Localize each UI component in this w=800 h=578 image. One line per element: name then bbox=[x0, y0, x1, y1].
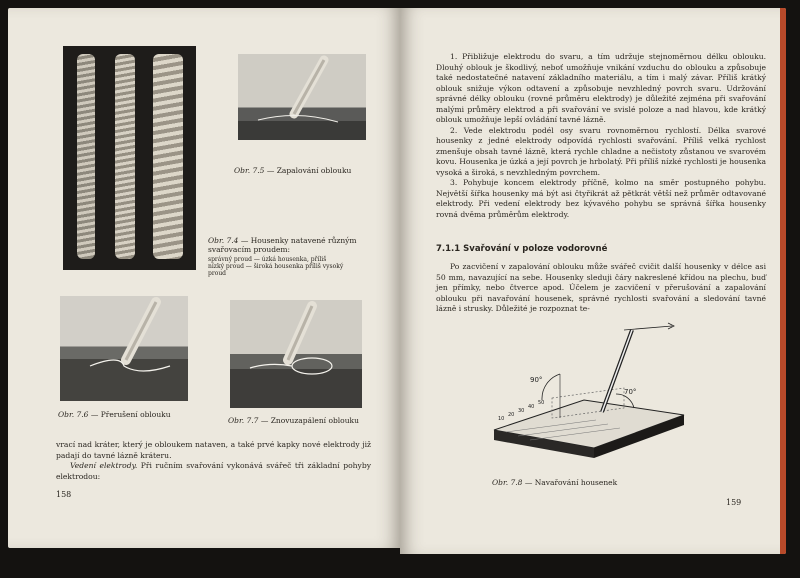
arc-interruption-drawing bbox=[60, 296, 188, 401]
paragraph-text: Při ručním svařování vykonává svářeč tři základní pohyby elektrodou: bbox=[56, 461, 371, 481]
scale-mark: 10 bbox=[498, 416, 505, 422]
weld-beads-photo bbox=[63, 46, 196, 270]
angle-70-label: 70° bbox=[624, 388, 637, 396]
paragraph bbox=[56, 461, 371, 482]
paragraph: 3. Pohybuje koncem elektrody příčně, kolmo na směr postupného pohybu. Největší šířka housenky má být asi čtyřikrát až pětkrát větší než průměr odtavované elektrody. Při vedení elektrody bez kývavého pohybu se správná šířka housenky rovná dvěma průměrům elektrody. bbox=[436, 178, 766, 219]
page-number: 158 bbox=[56, 490, 72, 499]
figure-7-7-title: — Znovuzapálení oblouku bbox=[260, 416, 359, 425]
paragraph: 1. Přibližuje elektrodu do svaru, a tím udržuje stejnoměrnou délku oblouku. Dlouhý oblouk je škodlivý, neboť umožňuje vnikání vzduchu do oblouku a způsobuje také nedostatečné natavení základního materiálu, a tím i malý závar. Příliš krátký oblouk snižuje výkon odtavení a způsobuje nevzhledný povrch svaru. Udržování správné délky oblouku (rovné průměru elektrody) je důležité zejména při svařování malými průměry elektrod a při svařování ve svislé poloze a nad hlavou, kde krátký oblouk umožňuje lepší ovládání tavné lázně. bbox=[436, 52, 766, 124]
figure-7-8-ref: Obr. 7.8 bbox=[492, 478, 523, 487]
scale-mark: 40 bbox=[528, 404, 535, 410]
arc-striking-drawing bbox=[238, 54, 366, 140]
weld-bead-diagram bbox=[484, 320, 694, 470]
paragraph-lead: Vedení elektrody. bbox=[70, 461, 138, 470]
figure-7-4-title: — Housenky natavené různým svařovacím proudem: bbox=[208, 236, 357, 254]
figure-7-6-title: — Přerušení oblouku bbox=[90, 410, 171, 419]
arc-striking-photo bbox=[238, 54, 366, 140]
left-page bbox=[8, 8, 400, 548]
paragraph: 2. Vede elektrodu podél osy svaru rovnoměrnou rychlostí. Délka svarové housenky z jedné elektrody odpovídá rychlosti svařování. Příliš velká rychlost zmenšuje obsah tavné lázně, která rychle chladne a nečistoty zůstanou ve svarovém kovu. Housenka je úzká a její povrch je hrbolatý. Při příliš nízké rychlosti je housenka vysoká a široká, s nevzhledným povrchem. bbox=[436, 125, 766, 177]
right-page bbox=[400, 8, 786, 554]
section-title: 7.1.1 Svařování v poloze vodorovné bbox=[436, 244, 608, 254]
figure-7-7-ref: Obr. 7.7 bbox=[228, 416, 259, 425]
angle-90-label: 90° bbox=[530, 376, 543, 384]
right-body-text bbox=[436, 52, 766, 220]
paragraph: vrací nad kráter, který je obloukem nataven, a také prvé kapky nové elektrody již padají do tavné lázně kráteru. bbox=[56, 440, 371, 460]
figure-7-8-title: — Navařování housenek bbox=[524, 478, 618, 487]
figure-7-4-ref: Obr. 7.4 bbox=[208, 236, 239, 245]
arc-reignition-drawing bbox=[230, 300, 362, 408]
page-number: 159 bbox=[726, 498, 742, 507]
arc-reignition-photo bbox=[230, 300, 362, 408]
right-body-text-2 bbox=[436, 262, 766, 315]
figure-7-4-legend-line: správný proud — úzká housenka, příliš bbox=[208, 256, 327, 263]
left-body-text bbox=[56, 440, 371, 482]
paragraph: Po zacvičení v zapalování oblouku může svářeč cvičit další housenky v délce asi 50 mm, navazující na sebe. Housenky sleduji čáry nakreslené křídou na plechu, buď jen přímky, nebo čtverce apod. Účelem je zacvičení v přerušování a zapalování oblouku při navařování housenek, správné rychlosti svařování a sledování tavné lázně i strusky. Důležité je rozpoznat te- bbox=[436, 262, 766, 313]
figure-7-4-legend-line: nízký proud — široká housenka příliš vysoký bbox=[208, 263, 344, 270]
scale-mark: 50 bbox=[538, 400, 545, 406]
scale-mark: 30 bbox=[518, 408, 525, 414]
scale-mark: 20 bbox=[508, 412, 515, 418]
figure-7-5-ref: Obr. 7.5 bbox=[234, 166, 265, 175]
page-edge bbox=[780, 8, 786, 554]
figure-7-6-ref: Obr. 7.6 bbox=[58, 410, 89, 419]
figure-7-4-legend-line: proud bbox=[208, 270, 227, 277]
figure-7-5-title: — Zapalování oblouku bbox=[266, 166, 352, 175]
arc-interruption-photo bbox=[60, 296, 188, 401]
